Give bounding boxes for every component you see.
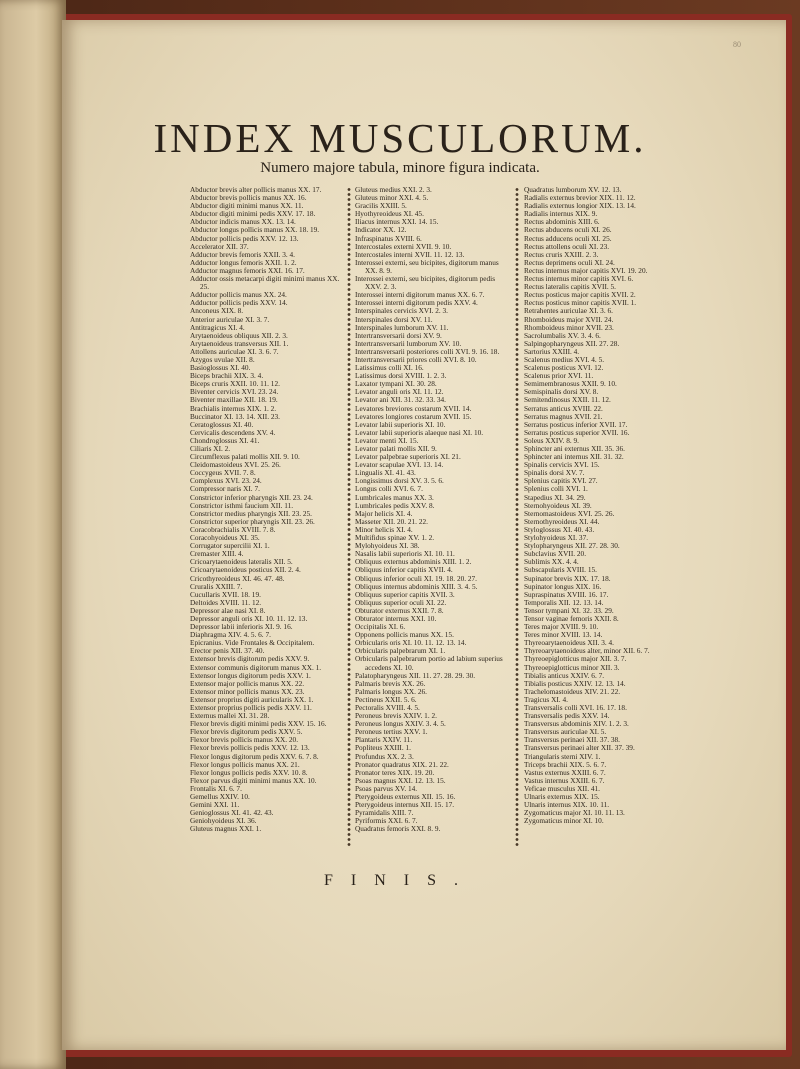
index-entry: Lumbricales pedis XXV. 8.	[355, 500, 435, 510]
index-entry: Corrugator supercilii XI. 1.	[190, 541, 270, 551]
index-entry: Quadratus femoris XXI. 8. 9.	[355, 824, 441, 834]
index-entry: Radialis internus XIX. 9.	[524, 209, 598, 219]
index-entry: Flexor brevis pollicis manus XX. 20.	[190, 735, 299, 745]
index-entry: Nasalis labii superioris XI. 10. 11.	[355, 549, 455, 559]
index-entry: Infraspinatus XVIII. 6.	[355, 233, 422, 243]
index-entry: Constrictor superior pharyngis XII. 23. 26.	[190, 516, 315, 526]
index-entry: Anconeus XIX. 8.	[190, 306, 244, 316]
index-entry: Rectus internus minor capitis XVI. 6.	[524, 274, 634, 284]
index-entry: Adductor pollicis manus XX. 24.	[190, 290, 287, 300]
index-entry: Levator ani XII. 31. 32. 33. 34.	[355, 395, 446, 405]
index-entry: Extensor communis digitorum manus XX. 1.	[190, 662, 322, 672]
index-entry: Pyramidalis XIII. 7.	[355, 808, 414, 818]
index-entry: Teres minor XVIII. 13. 14.	[524, 630, 603, 640]
index-entry: Longissimus dorsi XV. 3. 5. 6.	[355, 476, 444, 486]
index-entry: Interossei externi, seu bicipites, digitorum pedis	[355, 274, 496, 284]
index-entry: Thyreoepiglotticus minor XII. 3.	[524, 662, 620, 672]
index-entry: Levator labii superioris XI. 10.	[355, 419, 446, 429]
page-title: INDEX MUSCULORUM.	[153, 115, 647, 161]
index-entry: Flexor parvus digiti minimi manus XX. 10.	[190, 775, 317, 785]
index-entry: Rectus attollens oculi XI. 23.	[524, 241, 610, 251]
index-entry: Obliquus superior oculi XI. 22.	[355, 597, 447, 607]
index-entry: Serratus anticus XVIII. 22.	[524, 403, 603, 413]
index-entry: Semitendinosus XXII. 11. 12.	[524, 395, 611, 405]
index-entry: Pronator teres XIX. 19. 20.	[355, 767, 435, 777]
index-entry: Scalenus medius XVI. 4. 5.	[524, 354, 605, 364]
index-entry: Subscapularis XVIII. 15.	[524, 565, 597, 575]
index-entry: Temporalis XII. 12. 13. 14.	[524, 597, 604, 607]
pencil-mark: 80	[733, 40, 741, 49]
index-entry: Cricoarytaenoideus lateralis XII. 5.	[190, 557, 293, 567]
index-entry: Peroneus longus XXIV. 3. 4. 5.	[355, 719, 446, 729]
index-entry: Geniohyoideus XI. 36.	[190, 816, 257, 826]
index-entry: Supraspinatus XVIII. 16. 17.	[524, 589, 609, 599]
index-entry: Semispinalis dorsi XV. 8.	[524, 387, 599, 397]
index-entry: Buccinator XI. 13. 14. XII. 23.	[190, 411, 280, 421]
index-entry: Pterygoideus internus XII. 15. 17.	[355, 800, 455, 810]
index-entry: Obturator internus XXI. 10.	[355, 613, 437, 623]
index-entry: Transversus perinaei XII. 37. 38.	[524, 735, 620, 745]
index-entry: Pronator quadratus XIX. 21. 22.	[355, 759, 449, 769]
index-entry: Vastus externus XXIII. 6. 7.	[524, 767, 606, 777]
index-entry: Trachelomastoideus XIV. 21. 22.	[524, 686, 621, 696]
index-entry: Externus mallei XI. 31. 28.	[190, 711, 270, 721]
index-entry: Splenius capitis XVI. 27.	[524, 476, 598, 486]
index-entry: Vastus internus XXIII. 6. 7.	[524, 775, 605, 785]
index-entry: Rectus abdominis XIII. 6.	[524, 217, 600, 227]
index-entry: Palmaris longus XX. 26.	[355, 686, 427, 696]
index-entry: Extensor major pollicis manus XX. 22.	[190, 678, 305, 688]
index-entry: Basioglossus XI. 40.	[190, 363, 251, 373]
index-entry: Sacrolumbalis XV. 3. 4. 6.	[524, 330, 601, 340]
index-entry: Teres major XVIII. 9. 10.	[524, 622, 599, 632]
index-entry: Cervicalis descendens XV. 4.	[190, 427, 276, 437]
index-entry: Coracobrachialis XVIII. 7. 8.	[190, 524, 276, 534]
index-entry: Abductor digiti minimi pedis XXV. 17. 18.	[190, 209, 316, 219]
index-entry: Erector penis XII. 37. 40.	[190, 646, 265, 656]
index-entry: Scalenus posticus XVI. 12.	[524, 363, 604, 373]
index-entry: Adductor brevis femoris XXII. 3. 4.	[190, 249, 295, 259]
index-entry: Iliacus internus XXI. 14. 15.	[355, 217, 439, 227]
index-entry: Flexor brevis pollicis pedis XXV. 12. 13.	[190, 743, 310, 753]
index-entry: XX. 8. 9.	[365, 265, 392, 275]
index-entry: Frontalis XI. 6. 7.	[190, 783, 242, 793]
index-entry: Abductor pollicis pedis XXV. 12. 13.	[190, 233, 299, 243]
index-entry: Interossei interni digitorum pedis XXV. 4.	[355, 298, 478, 308]
index-entry: Sphincter ani externus XII. 35. 36.	[524, 444, 625, 453]
index-entry: Anterior auriculae XI. 3. 7.	[190, 314, 270, 324]
index-column-3	[524, 186, 684, 825]
index-entry: Coccygeus XVII. 7. 8.	[190, 468, 256, 478]
index-entry: Epicranius. Vide Frontales & Occipitalem.	[190, 638, 315, 648]
index-entry: Lumbricales manus XX. 3.	[355, 492, 434, 502]
index-entry: XXV. 2. 3.	[365, 282, 397, 292]
index-entry: Accelerator XII. 37.	[190, 241, 249, 251]
index-entry: Multifidus spinae XV. 1. 2.	[355, 533, 435, 543]
index-entry: Gluteus minor XXI. 4. 5.	[355, 193, 429, 203]
index-entry: Palatopharyngeus XII. 11. 27. 28. 29. 30.	[355, 670, 476, 680]
index-entry: Pectoralis XVIII. 4. 5.	[355, 703, 420, 712]
index-entry: Profundus XX. 2. 3.	[355, 751, 414, 761]
index-entry: Depressor anguli oris XI. 10. 11. 12. 13.	[190, 613, 308, 623]
index-entry: Levator menti XI. 15.	[355, 435, 419, 445]
index-entry: Indicator XX. 12.	[355, 225, 407, 235]
index-entry: Gluteus magnus XXI. 1.	[190, 824, 262, 834]
index-entry: Orbicularis palpebrarum XI. 1.	[355, 646, 446, 656]
index-entry: Biceps cruris XXII. 10. 11. 12.	[190, 379, 280, 389]
index-column-1	[190, 186, 340, 834]
index-entry: Triangularis sterni XIV. 1.	[524, 751, 601, 761]
index-entry: Levator palpebrae superioris XI. 21.	[355, 452, 461, 462]
index-entry: Quadratus lumborum XV. 12. 13.	[524, 185, 622, 194]
index-entry: Thyreoarytaenoideus XII. 3. 4.	[524, 638, 614, 648]
index-entry: Sphincter ani internus XII. 31. 32.	[524, 452, 624, 462]
index-entry: Adductor ossis metacarpi digiti minimi manus XX.	[190, 274, 340, 284]
index-entry: Orbicularis palpebrarum portio ad labium superius	[355, 654, 503, 664]
index-entry: Rectus posticus minor capitis XVII. 1.	[524, 298, 637, 308]
index-entry: Radialis externus longior XIX. 13. 14.	[524, 201, 636, 211]
index-entry: Flexor longus digitorum pedis XXV. 6. 7. 8.	[190, 751, 319, 761]
index-entry: Obliquus externus abdominis XIII. 1. 2.	[355, 557, 472, 567]
index-entry: Genioglossus XI. 41. 42. 43.	[190, 808, 274, 818]
ornamental-divider	[514, 187, 520, 848]
index-entry: Serratus posticus superior XVII. 16.	[524, 427, 630, 437]
index-column-2	[355, 186, 505, 834]
index-entry: Rectus cruris XXIII. 2. 3.	[524, 249, 599, 259]
index-entry: Interossei externi, seu bicipites, digitorum manus	[355, 257, 499, 267]
index-entry: Tragicus XI. 4.	[524, 694, 568, 704]
index-entry: Latissimus dorsi XVIII. 1. 2. 3.	[355, 371, 447, 381]
index-entry: Constrictor medius pharyngis XII. 23. 25.	[190, 508, 313, 518]
index-entry: Interspinales dorsi XV. 11.	[355, 314, 433, 324]
index-entry: Retrahentes auriculae XI. 3. 6.	[524, 306, 613, 316]
index-entry: Levator anguli oris XI. 11. 12.	[355, 387, 444, 397]
index-entry: Rhomboideus major XVII. 24.	[524, 314, 614, 324]
index-entry: Intertransversarii dorsi XV. 9.	[355, 330, 442, 340]
index-entry: Tibialis posticus XXIV. 12. 13. 14.	[524, 678, 626, 688]
index-entry: Scalenus prior XVI. 11.	[524, 371, 594, 381]
index-entry: Cruralis XXIII. 7.	[190, 581, 243, 591]
index-entry: Rhomboideus minor XVII. 23.	[524, 322, 614, 332]
index-entry: Diaphragma XIV. 4. 5. 6. 7.	[190, 630, 271, 640]
index-entry: Deltoides XVIII. 11. 12.	[190, 597, 262, 607]
index-entry: Circumflexus palati mollis XII. 9. 10.	[190, 452, 300, 462]
index-entry: Intertransversarii posteriores colli XVI. 9. 16. 18.	[355, 346, 500, 356]
index-entry: accedens XI. 10.	[365, 662, 414, 672]
index-entry: Abductor digiti minimi manus XX. 11.	[190, 201, 304, 211]
page-subtitle: Numero majore tabula, minore figura indicata.	[260, 160, 540, 176]
index-entry: Pterygoideus externus XII. 15. 16.	[355, 792, 456, 802]
index-entry: Rectus internus major capitis XVI. 19. 20.	[524, 265, 648, 275]
index-entry: Spinalis dorsi XV. 7.	[524, 468, 585, 478]
index-entry: Interspinales cervicis XVI. 2. 3.	[355, 306, 449, 316]
index-entry: Arytaenoideus obliquus XII. 2. 3.	[190, 330, 288, 340]
index-entry: Thyreoepiglotticus major XII. 3. 7.	[524, 654, 627, 664]
index-entry: Mylohyoideus XI. 38.	[355, 541, 420, 551]
index-entry: Sternohyoideus XI. 39.	[524, 500, 592, 510]
index-entry: Rectus posticus major capitis XVII. 2.	[524, 290, 636, 300]
index-entry: Intercostales externi XVII. 9. 10.	[355, 241, 452, 251]
index-entry: Ulnaris internus XIX. 10. 11.	[524, 800, 610, 810]
index-entry: Transversus abdominis XIV. 1. 2. 3.	[524, 719, 629, 729]
index-entry: Interspinales lumborum XV. 11.	[355, 322, 449, 332]
index-entry: Adductor magnus femoris XXI. 16. 17.	[190, 265, 305, 275]
index-entry: Obturator externus XXII. 7. 8.	[355, 605, 444, 615]
index-entry: Brachialis internus XIX. 1. 2.	[190, 403, 277, 413]
index-entry: Depressor alae nasi XI. 8.	[190, 605, 266, 615]
index-entry: Antitragicus XI. 4.	[190, 322, 245, 332]
index-entry: Opponens pollicis manus XX. 15.	[355, 630, 454, 640]
index-entry: Constrictor isthmi faucium XII. 11.	[190, 500, 294, 510]
index-entry: Intertransversarii priores colli XVI. 8. 10.	[355, 354, 477, 364]
index-entry: Pyriformis XXI. 6. 7.	[355, 816, 418, 826]
index-entry: Adductor pollicis pedis XXV. 14.	[190, 298, 288, 308]
index-entry: Peroneus tertius XXV. 1.	[355, 727, 428, 737]
index-entry: Ciliaris XI. 2.	[190, 444, 231, 453]
index-entry: Intertransversarii lumborum XV. 10.	[355, 338, 462, 348]
index-entry: Laxator tympani XI. 30. 28.	[355, 379, 437, 389]
index-entry: Transversalis pedis XXV. 14.	[524, 711, 610, 721]
index-entry: Levator palati mollis XII. 9.	[355, 444, 437, 453]
index-entry: Styloglossus XI. 40. 43.	[524, 524, 595, 534]
index-entry: Ceratoglossus XI. 40.	[190, 419, 254, 429]
index-entry: Flexor longus pollicis manus XX. 21.	[190, 759, 300, 769]
index-entry: Abductor indicis manus XX. 13. 14.	[190, 217, 296, 227]
index-entry: Minor helicis XI. 4.	[355, 524, 413, 534]
index-entry: Rectus adducens oculi XI. 25.	[524, 233, 612, 243]
index-entry: Rectus deprimens oculi XI. 24.	[524, 257, 615, 267]
index-entry: Popliteus XXIII. 1.	[355, 743, 411, 753]
index-entry: Peroneus brevis XXIV. 1. 2.	[355, 711, 437, 721]
index-entry: Constrictor inferior pharyngis XII. 23. 24.	[190, 492, 313, 502]
index-entry: Obliquus internus abdominis XIII. 3. 4. 5.	[355, 581, 478, 591]
index-entry: Supinator brevis XIX. 17. 18.	[524, 573, 611, 583]
index-entry: Attollens auriculae XI. 3. 6. 7.	[190, 346, 279, 356]
index-entry: Thyreoarytaenoideus alter, minor XII. 6. 7.	[524, 646, 650, 656]
index-entry: Abductor brevis pollicis manus XX. 16.	[190, 193, 307, 203]
index-entry: Stylohyoideus XI. 37.	[524, 533, 589, 543]
index-entry: Serratus magnus XVII. 21.	[524, 411, 603, 421]
index-entry: Levator scapulae XVI. 13. 14.	[355, 460, 444, 470]
index-entry: Extensor minor pollicis manus XX. 23.	[190, 686, 305, 696]
index-entry: Gemellus XXIV. 10.	[190, 792, 250, 802]
index-entry: Complexus XVI. 23. 24.	[190, 476, 262, 486]
index-entry: Plantaris XXIV. 11.	[355, 735, 413, 745]
index-entry: Azygos uvulae XII. 8.	[190, 354, 255, 364]
index-entry: Abductor longus pollicis manus XX. 18. 19.	[190, 225, 320, 235]
index-entry: Tibialis anticus XXIV. 6. 7.	[524, 670, 605, 680]
index-entry: Sternomastoideus XVI. 25. 26.	[524, 508, 615, 518]
index-entry: Tensor vaginae femoris XXII. 8.	[524, 613, 619, 623]
index-entry: Radialis externus brevior XIX. 11. 12.	[524, 193, 636, 203]
index-entry: Chondroglossus XI. 41.	[190, 435, 260, 445]
ornamental-divider	[346, 187, 352, 848]
index-entry: Salpingopharyngeus XII. 27. 28.	[524, 338, 620, 348]
index-entry: Palmaris brevis XX. 26.	[355, 678, 426, 688]
index-entry: Supinator longus XIX. 16.	[524, 581, 602, 591]
index-entry: Gemini XXI. 11.	[190, 800, 240, 810]
index-entry: Cricothyreoideus XI. 46. 47. 48.	[190, 573, 285, 583]
index-entry: Rectus lateralis capitis XVII. 5.	[524, 282, 616, 292]
index-entry: Compressor naris XI. 7.	[190, 484, 260, 494]
index-entry: Occipitalis XI. 6.	[355, 622, 406, 632]
index-entry: Arytaenoideus transversus XII. 1.	[190, 338, 289, 348]
index-entry: Intercostales interni XVII. 11. 12. 13.	[355, 249, 465, 259]
index-entry: Extensor longus digitorum pedis XXV. 1.	[190, 670, 311, 680]
index-entry: Longus colli XVI. 6. 7.	[355, 484, 423, 494]
index-entry: 25.	[200, 282, 210, 292]
index-entry: Cleidomastoideus XVI. 25. 26.	[190, 460, 281, 470]
index-entry: Interossei interni digitorum manus XX. 6. 7.	[355, 290, 485, 300]
index-entry: Spinalis cervicis XVI. 15.	[524, 460, 600, 470]
index-entry: Soleus XXIV. 8. 9.	[524, 435, 580, 445]
finis-text: FINIS.	[323, 872, 476, 889]
index-entry: Gluteus medius XXI. 2. 3.	[355, 185, 432, 194]
index-entry: Depressor labii inferioris XI. 9. 16.	[190, 622, 293, 632]
index-entry: Obliquus inferior oculi XI. 19. 18. 20. 27.	[355, 573, 478, 583]
index-entry: Stylopharyngeus XII. 27. 28. 30.	[524, 541, 620, 551]
index-entry: Psoas parvus XV. 14.	[355, 783, 418, 793]
index-entry: Extensor brevis digitorum pedis XXV. 9.	[190, 654, 310, 664]
index-entry: Levatores longiores costarum XVII. 15.	[355, 411, 472, 421]
index-entry: Transversus auriculae XI. 5.	[524, 727, 607, 737]
index-entry: Serratus posticus inferior XVII. 17.	[524, 419, 628, 429]
index-entry: Zygomaticus major XI. 10. 11. 13.	[524, 808, 625, 818]
index-entry: Cremaster XIII. 4.	[190, 549, 244, 559]
index-entry: Cricoarytaenoideus posticus XII. 2. 4.	[190, 565, 301, 575]
index-entry: Zygomaticus minor XI. 10.	[524, 816, 604, 826]
index-entry: Levator labii superioris alaeque nasi XI. 10.	[355, 427, 484, 437]
index-entry: Tensor tympani XI. 32. 33. 29.	[524, 605, 614, 615]
index-entry: Levatores breviores costarum XVII. 14.	[355, 403, 472, 413]
index-entry: Masseter XII. 20. 21. 22.	[355, 516, 428, 526]
index-entry: Semimembranosus XXII. 9. 10.	[524, 379, 617, 389]
index-entry: Orbicularis oris XI. 10. 11. 12. 13. 14.	[355, 638, 467, 648]
index-entry: Lingualis XI. 41. 43.	[355, 468, 416, 478]
index-entry: Subclavius XVII. 20.	[524, 549, 587, 559]
index-entry: Extensor proprius pollicis pedis XXV. 11.	[190, 703, 312, 712]
index-entry: Sartorius XXIII. 4.	[524, 346, 580, 356]
index-entry: Biceps brachii XIX. 3. 4.	[190, 371, 264, 381]
index-entry: Latissimus colli XI. 16.	[355, 363, 424, 373]
index-entry: Rectus abducens oculi XI. 26.	[524, 225, 612, 235]
index-entry: Cucullaris XVII. 18. 19.	[190, 589, 261, 599]
index-entry: Pectineus XXII. 5. 6.	[355, 694, 417, 704]
index-entry: Biventer cervicis XVI. 23. 24.	[190, 387, 279, 397]
index-entry: Flexor brevis digitorum pedis XXV. 5.	[190, 727, 303, 737]
index-entry: Transversus perinaei alter XII. 37. 39.	[524, 743, 635, 753]
index-entry: Hyothyreoideus XI. 45.	[355, 209, 424, 219]
index-entry: Sublimis XX. 4. 4.	[524, 557, 579, 567]
index-entry: Transversalis colli XVI. 16. 17. 18.	[524, 703, 627, 712]
index-entry: Obliquus inferior capitis XVII. 4.	[355, 565, 453, 575]
index-entry: Abductor brevis alter pollicis manus XX. 17.	[190, 185, 322, 194]
index-entry: Flexor brevis digiti minimi pedis XXV. 15. 16.	[190, 719, 327, 729]
index-entry: Splenius colli XVI. 1.	[524, 484, 588, 494]
index-entry: Stapedius XI. 34. 29.	[524, 492, 586, 502]
index-entry: Veficae musculus XII. 41.	[524, 783, 600, 793]
index-entry: Adductor longus femoris XXII. 1. 2.	[190, 257, 297, 267]
index-entry: Triceps brachii XIX. 5. 6. 7.	[524, 759, 607, 769]
index-entry: Gracilis XXIII. 5.	[355, 201, 407, 211]
index-entry: Biventer maxillae XII. 18. 19.	[190, 395, 278, 405]
index-entry: Psoas magnus XXI. 12. 13. 15.	[355, 775, 446, 785]
index-entry: Extensor proprius digiti auricularis XX. 1.	[190, 694, 314, 704]
index-entry: Obliquus superior capitis XVII. 3.	[355, 589, 455, 599]
index-entry: Ulnaris externus XIX. 15.	[524, 792, 600, 802]
index-entry: Sternothyreoideus XI. 44.	[524, 516, 600, 526]
index-entry: Coracohyoideus XI. 35.	[190, 533, 260, 543]
index-entry: Flexor longus pollicis pedis XXV. 10. 8.	[190, 767, 308, 777]
index-entry: Major helicis XI. 4.	[355, 508, 413, 518]
